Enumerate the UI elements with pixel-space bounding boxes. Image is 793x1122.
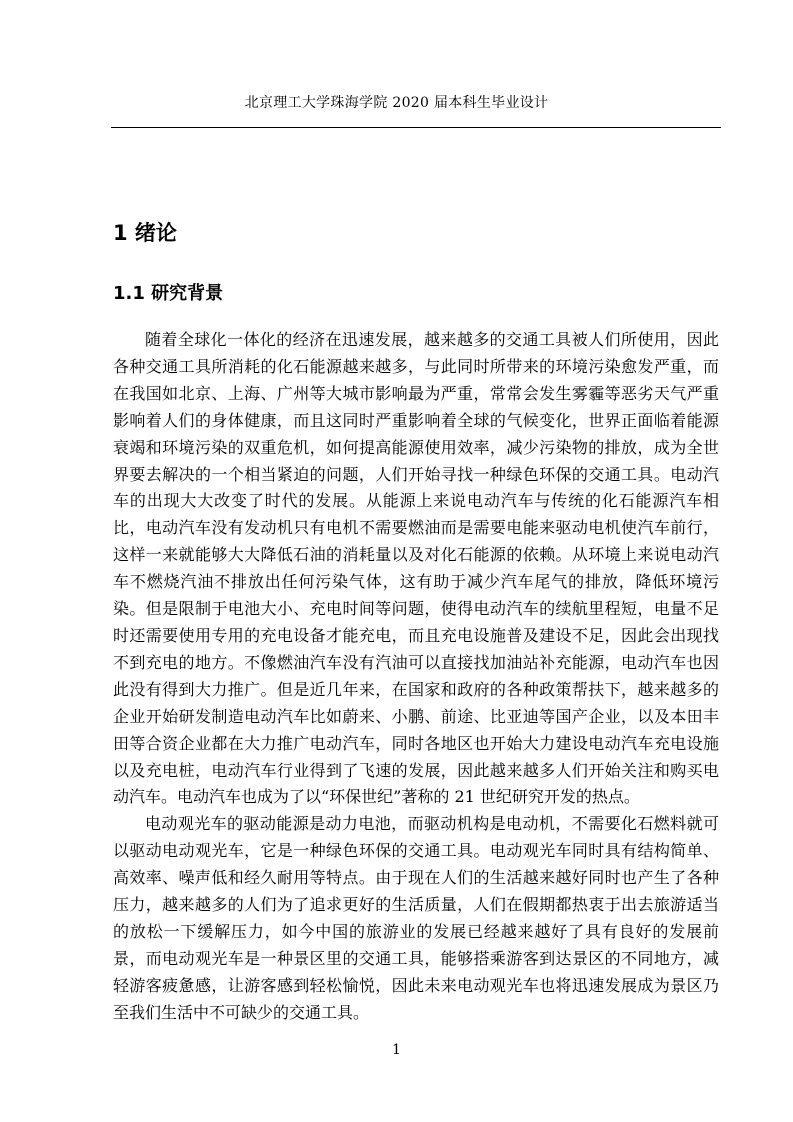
page-number: 1 bbox=[392, 1042, 401, 1058]
chapter-title: 1 绪论 bbox=[113, 221, 177, 245]
section-title: 1.1 研究背景 bbox=[113, 283, 224, 304]
paragraph-2: 电动观光车的驱动能源是动力电池，而驱动机构是电动机，不需要化石燃料就可以驱动电动观光车，它是一种绿色环保的交通工具。电动观光车同时具有结构简单、高效率、噪声低和经久耐用等特点。由于现在人们的生活越来越好同时也产生了各种压力，越来越多的人们为了追求更好的生活质量，人们在假期都热衷于出去旅游适当的放松一下缓解压力，如今中国的旅游业的发展已经越来越好了具有良好的发展前景，而电动观光车是一种景区里的交通工具，能够搭乘游客到达景区的不同地方，减轻游客疲惫感，让游客感到轻松愉悦，因此未来电动观光车也将迅速发展成为景区乃至我们生活中不可缺少的交通工具。 bbox=[113, 814, 719, 1022]
body-text bbox=[113, 327, 719, 1027]
header-rule bbox=[111, 127, 721, 128]
page-header: 北京理工大学珠海学院 2020 届本科生毕业设计 bbox=[244, 95, 549, 111]
paragraph-1: 随着全球化一体化的经济在迅速发展，越来越多的交通工具被人们所使用，因此各种交通工具所消耗的化石能源越来越多，与此同时所带来的环境污染愈发严重，而在我国如北京、上海、广州等大城市影响最为严重，常常会发生雾霾等恶劣天气严重影响着人们的身体健康，而且这同时严重影响着全球的气候变化，世界正面临着能源衰竭和环境污染的双重危机，如何提高能源使用效率，减少污染物的排放，成为全世界要去解决的一个相当紧迫的问题，人们开始寻找一种绿色环保的交通工具。电动汽车的出现大大改变了时代的发展。从能源上来说电动汽车与传统的化石能源汽车相比，电动汽车没有发动机只有电机不需要燃油而是需要电能来驱动电机使汽车前行，这样一来就能够大大降低石油的消耗量以及对化石能源的依赖。从环境上来说电动汽车不燃烧汽油不排放出任何污染气体，这有助于减少汽车尾气的排放，降低环境污染。但是限制于电池大小、充电时间等问题，使得电动汽车的续航里程短，电量不足时还需要使用专用的充电设备才能充电，而且充电设施普及建设不足，因此会出现找不到充电的地方。不像燃油汽车没有汽油可以直接找加油站补充能源，电动汽车也因此没有得到大力推广。但是近几年来，在国家和政府的各种政策帮扶下，越来越多的企业开始研发制造电动汽车比如蔚来、小鹏、前途、比亚迪等国产企业，以及本田丰田等合资企业都在大力推广电动汽车，同时各地区也开始大力建设电动汽车充电设施以及充电桩，电动汽车行业得到了飞速的发展，因此越来越多人们开始关注和购买电动汽车。电动汽车也成为了以“环保世纪”著称的 21 世纪研究开发的热点。 bbox=[113, 330, 719, 807]
